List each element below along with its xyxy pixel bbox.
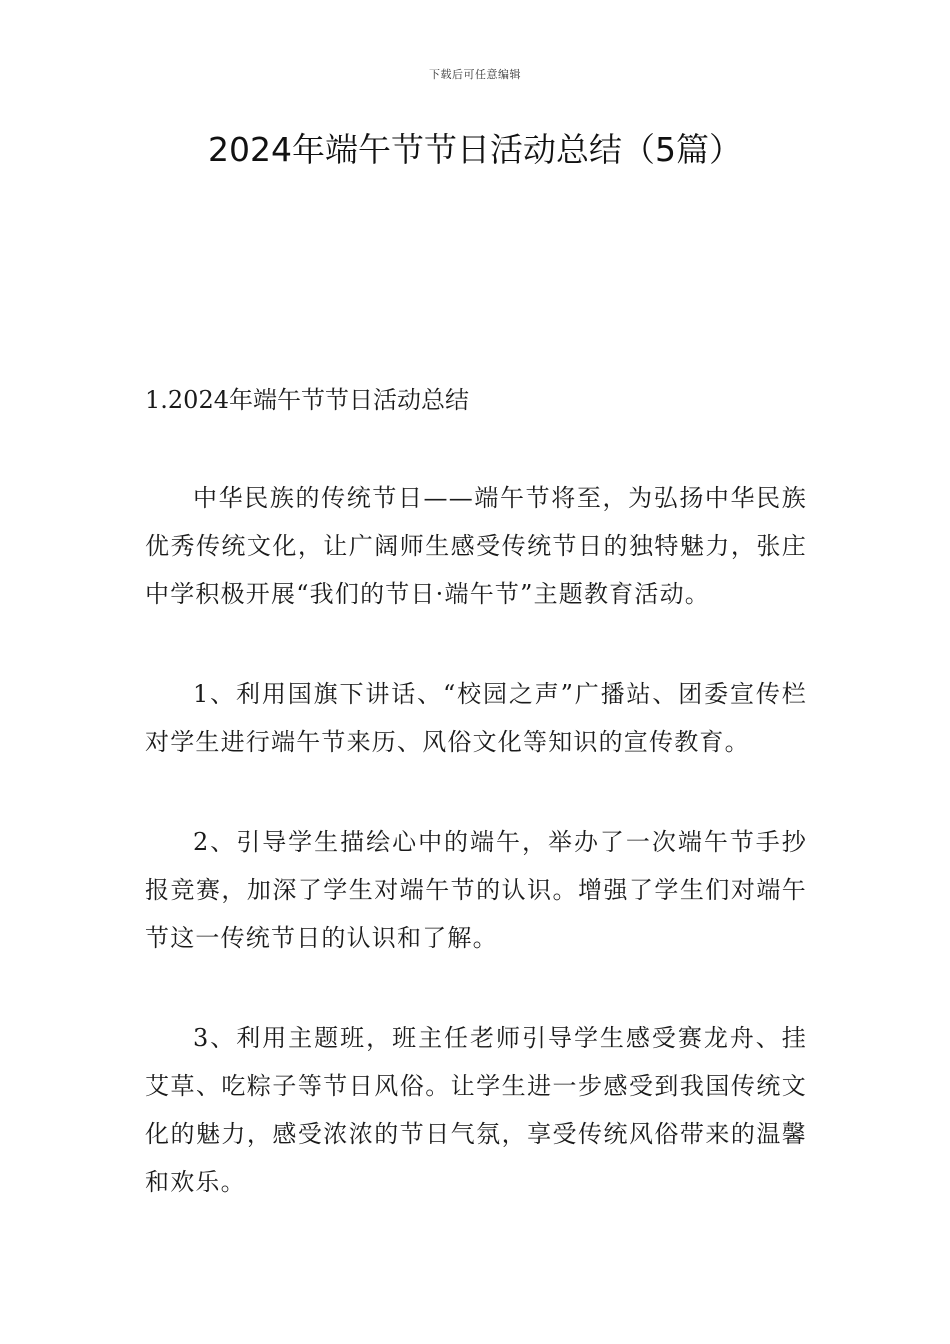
header-note: 下载后可任意编辑 bbox=[429, 68, 521, 81]
paragraph-item-1: 1、利用国旗下讲话、“校园之声”广播站、团委宣传栏对学生进行端午节来历、风俗文化等知识的宣传教育。 bbox=[145, 680, 807, 756]
document-body bbox=[145, 378, 807, 1258]
paragraph-item-2: 2、引导学生描绘心中的端午，举办了一次端午节手抄报竞赛，加深了学生对端午节的认识。增强了学生们对端午节这一传统节日的认识和了解。 bbox=[145, 828, 807, 952]
section-heading: 1.2024年端午节节日活动总结 bbox=[145, 386, 469, 414]
paragraph-item-3: 3、利用主题班，班主任老师引导学生感受赛龙舟、挂艾草、吃粽子等节日风俗。让学生进一步感受到我国传统文化的魅力，感受浓浓的节日气氛，享受传统风俗带来的温馨和欢乐。 bbox=[145, 1024, 807, 1196]
document-title: 2024年端午节节日活动总结（5篇） bbox=[208, 130, 742, 169]
paragraph-intro: 中华民族的传统节日——端午节将至，为弘扬中华民族优秀传统文化，让广阔师生感受传统节日的独特魅力，张庄中学积极开展“我们的节日·端午节”主题教育活动。 bbox=[145, 484, 807, 608]
